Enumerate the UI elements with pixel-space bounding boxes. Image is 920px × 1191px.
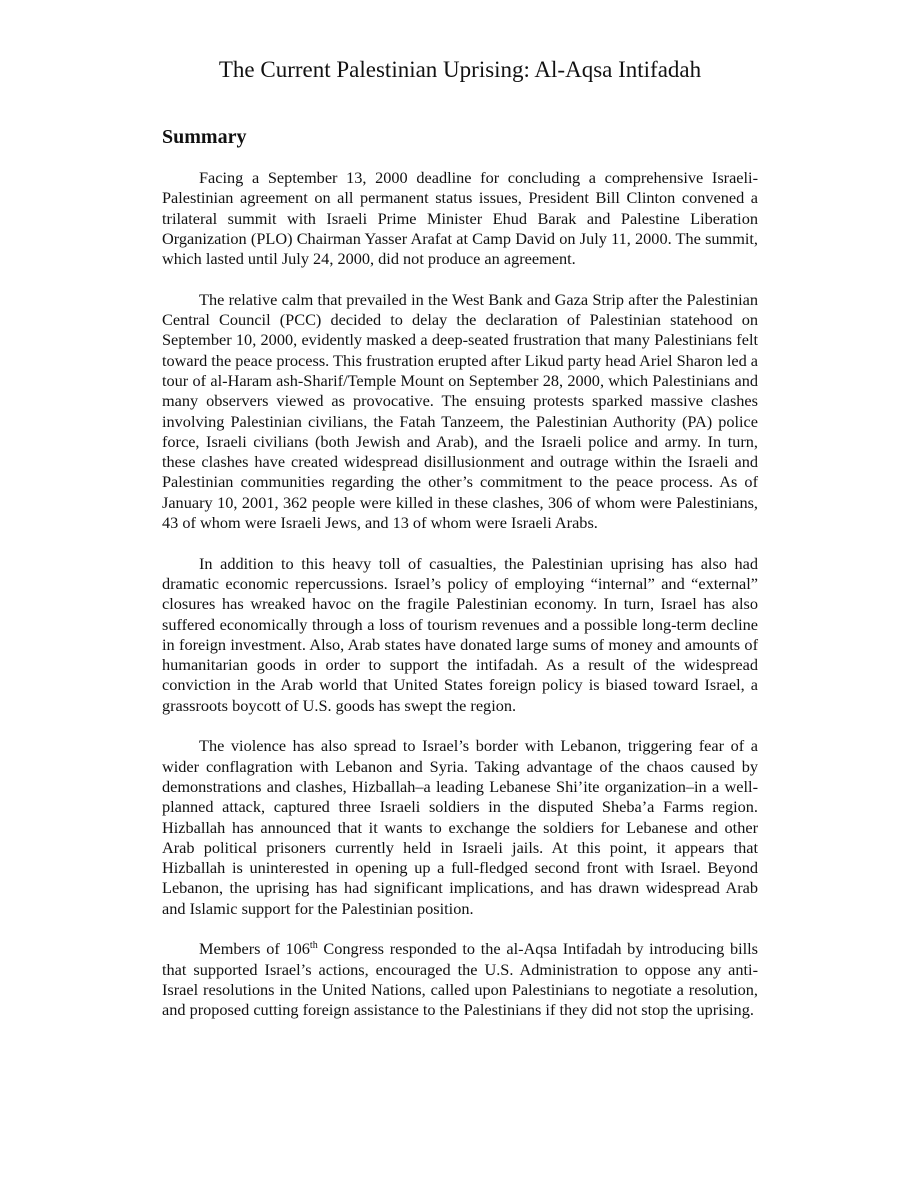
- paragraph-economic-repercussions: In addition to this heavy toll of casualties, the Palestinian uprising has also had dramatic economic repercussions. Israel’s policy of employing “internal” and “external” closures has wreaked havoc on the fragile Palestinian economy. In turn, Israel has also suffered economically through a loss of tourism revenues and a possible long-term decline in foreign investment. Also, Arab states have donated large sums of money and amounts of humanitarian goods in order to support the intifadah. As a result of the widespread conviction in the Arab world that United States foreign policy is biased toward Israel, a grassroots boycott of U.S. goods has swept the region.: [162, 553, 758, 715]
- ordinal-superscript: th: [309, 940, 318, 952]
- congress-lead-text: Members of 106: [199, 939, 310, 959]
- summary-body: [162, 168, 758, 1041]
- congress-rest-text: Congress responded to the al-Aqsa Intifadah by introducing bills that supported Israel’s actions, encouraged the U.S. Administration to oppose any anti-Israel resolutions in the United Nations, called upon Palestinians to negotiate a resolution, and proposed cutting foreign assistance to the Palestinians if they did not stop the uprising.: [162, 939, 758, 1020]
- paragraph-lebanon-border: The violence has also spread to Israel’s border with Lebanon, triggering fear of a wider conflagration with Lebanon and Syria. Taking advantage of the chaos caused by demonstrations and clashes, Hizballah–a leading Lebanese Shi’ite organization–in a well-planned attack, captured three Israeli soldiers in the disputed Sheba’a Farms region. Hizballah has announced that it wants to exchange the soldiers for Lebanese and other Arab political prisoners currently held in Israeli jails. At this point, it appears that Hizballah is uninterested in opening up a full-fledged second front with Israel. Beyond Lebanon, the uprising has had significant implications, and has drawn widespread Arab and Islamic support for the Palestinian position.: [162, 736, 758, 918]
- paragraph-uprising-origins: The relative calm that prevailed in the West Bank and Gaza Strip after the Palestinian Central Council (PCC) decided to delay the declaration of Palestinian statehood on September 10, 2000, evidently masked a deep-seated frustration that many Palestinians felt toward the peace process. This frustration erupted after Likud party head Ariel Sharon led a tour of al-Haram ash-Sharif/Temple Mount on September 28, 2000, which Palestinians and many observers viewed as provocative. The ensuing protests sparked massive clashes involving Palestinian civilians, the Fatah Tanzeem, the Palestinian Authority (PA) police force, Israeli civilians (both Jewish and Arab), and the Israeli police and army. In turn, these clashes have created widespread disillusionment and outrage within the Israeli and Palestinian communities regarding the other’s commitment to the peace process. As of January 10, 2001, 362 people were killed in these clashes, 306 of whom were Palestinians, 43 of whom were Israeli Jews, and 13 of whom were Israeli Arabs.: [162, 289, 759, 533]
- section-heading-summary: Summary: [162, 126, 247, 148]
- paragraph-congress-response: [162, 939, 758, 1020]
- document-title: The Current Palestinian Uprising: Al-Aqsa Intifadah: [218, 57, 702, 82]
- paragraph-camp-david: Facing a September 13, 2000 deadline for concluding a comprehensive Israeli-Palestinian agreement on all permanent status issues, President Bill Clinton convened a trilateral summit with Israeli Prime Minister Ehud Barak and Palestine Liberation Organization (PLO) Chairman Yasser Arafat at Camp David on July 11, 2000. The summit, which lasted until July 24, 2000, did not produce an agreement.: [162, 168, 758, 269]
